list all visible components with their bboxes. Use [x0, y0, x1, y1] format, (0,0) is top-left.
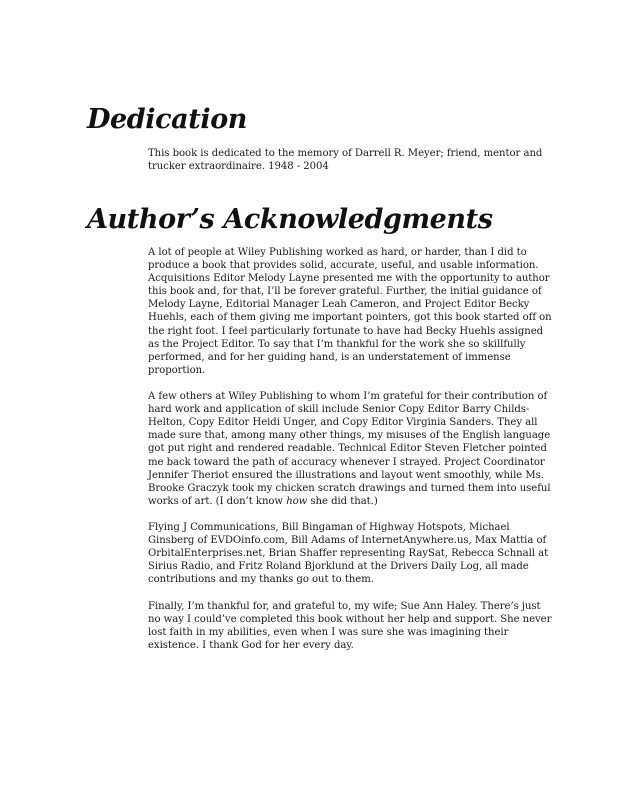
acknowledgments-paragraph-4: Finally, I’m thankful for, and grateful to, my wife; Sue Ann Haley. There’s just no way I could’ve completed this book without her help and support. She never lost faith in my abilities, even when I was sure she was imagining their existence. I thank God for her every day.	[148, 600, 552, 651]
dedication-paragraph: This book is dedicated to the memory of Darrell R. Meyer; friend, mentor and trucker extraordinaire. 1948 - 2004	[148, 148, 543, 173]
acknowledgments-paragraph-1: A lot of people at Wiley Publishing worked as hard, or harder, than I did to produce a book that provides solid, accurate, useful, and usable information. Acquisitions Editor Melody Layne presented me with the opportunity to author this book and, for that, I’ll be forever grateful. Further, the initial guidance of Melody Layne, Editorial Manager Leah Cameron, and Project Editor Becky Huehls, each of them giving me important pointers, got this book started off on the right foot. I feel particularly fortunate to have had Becky Huehls assigned as the Project Editor. To say that I’m thankful for the work she so skillfully performed, and for her guiding hand, is an understatement of immense proportion.	[148, 247, 552, 376]
emphasis-how: how	[286, 495, 308, 507]
acknowledgments-paragraph-3: Flying J Communications, Bill Bingaman of Highway Hotspots, Michael Ginsberg of EVDOinfo.com, Bill Adams of InternetAnywhere.us, Max Mattia of OrbitalEnterprises.net, Brian Shaffer representing RaySat, Rebecca Schnall at Sirius Radio, and Fritz Roland Bjorklund at the Drivers Daily Log, all made contributions and my thanks go out to them.	[148, 521, 549, 586]
dedication-body	[148, 147, 552, 173]
acknowledgments-paragraph-2: A few others at Wiley Publishing to whom I’m grateful for their contribution of hard work and application of skill include Senior Copy Editor Barry Childs-Helton, Copy Editor Heidi Unger, and Copy Editor Virginia Sanders. They all made sure that, among many other things, my misuses of the English language got put right and rendered readable. Technical Editor Steven Fletcher pointed me back toward the path of accuracy whenever I strayed. Project Coordinator Jennifer Theriot ensured the illustrations and layout went smoothly, while Ms. Brooke Graczyk took my chicken scratch drawings and turned them into useful works of art. (I don’t know how she did that.)	[148, 391, 551, 507]
acknowledgments-heading: Author’s Acknowledgments	[87, 204, 493, 235]
acknowledgments-body	[148, 246, 552, 652]
dedication-heading: Dedication	[87, 104, 248, 135]
